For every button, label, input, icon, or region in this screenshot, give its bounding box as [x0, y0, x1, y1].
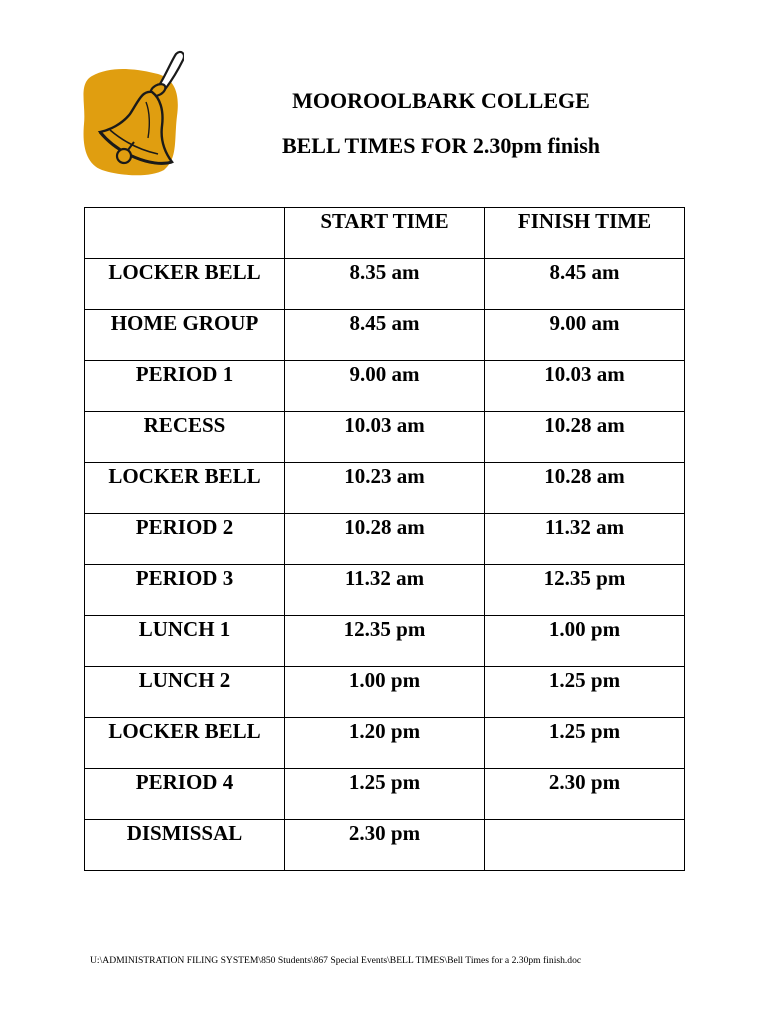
finish-time: 1.25 pm [485, 718, 685, 769]
bell-times-table [84, 207, 685, 871]
finish-time: 10.03 am [485, 361, 685, 412]
start-time: 1.25 pm [285, 769, 485, 820]
finish-time: 11.32 am [485, 514, 685, 565]
school-name: MOOROOLBARK COLLEGE [292, 88, 590, 113]
period-name: LOCKER BELL [85, 718, 285, 769]
table-row [85, 718, 685, 769]
finish-time: 12.35 pm [485, 565, 685, 616]
start-time: 1.20 pm [285, 718, 485, 769]
start-time: 9.00 am [285, 361, 485, 412]
period-name: LUNCH 1 [85, 616, 285, 667]
start-time: 10.28 am [285, 514, 485, 565]
table-row [85, 667, 685, 718]
header-row [85, 208, 685, 259]
finish-time: 10.28 am [485, 412, 685, 463]
period-name: RECESS [85, 412, 285, 463]
column-header-finish: FINISH TIME [485, 208, 685, 259]
table-body [85, 259, 685, 871]
finish-time: 1.00 pm [485, 616, 685, 667]
table-row [85, 769, 685, 820]
table-header [85, 208, 685, 259]
column-header-name [85, 208, 285, 259]
finish-time: 9.00 am [485, 310, 685, 361]
page-subtitle: BELL TIMES FOR 2.30pm finish [281, 133, 601, 158]
period-name: PERIOD 2 [85, 514, 285, 565]
start-time: 12.35 pm [285, 616, 485, 667]
finish-time: 1.25 pm [485, 667, 685, 718]
finish-time [485, 820, 685, 871]
table-row [85, 463, 685, 514]
start-time: 8.45 am [285, 310, 485, 361]
start-time: 11.32 am [285, 565, 485, 616]
start-time: 2.30 pm [285, 820, 485, 871]
table-row [85, 514, 685, 565]
table-row [85, 310, 685, 361]
period-name: PERIOD 4 [85, 769, 285, 820]
period-name: PERIOD 1 [85, 361, 285, 412]
period-name: LOCKER BELL [85, 463, 285, 514]
table-row [85, 259, 685, 310]
period-name: HOME GROUP [85, 310, 285, 361]
finish-time: 10.28 am [485, 463, 685, 514]
start-time: 10.23 am [285, 463, 485, 514]
footer-file-path: U:\ADMINISTRATION FILING SYSTEM\850 Students\867 Special Events\BELL TIMES\Bell Times for a 2.30pm finish.doc [90, 955, 582, 966]
table-row [85, 361, 685, 412]
period-name: LOCKER BELL [85, 259, 285, 310]
period-name: LUNCH 2 [85, 667, 285, 718]
start-time: 1.00 pm [285, 667, 485, 718]
finish-time: 2.30 pm [485, 769, 685, 820]
period-name: PERIOD 3 [85, 565, 285, 616]
table-row [85, 565, 685, 616]
table-row [85, 616, 685, 667]
table-row [85, 412, 685, 463]
finish-time: 8.45 am [485, 259, 685, 310]
period-name: DISMISSAL [85, 820, 285, 871]
start-time: 8.35 am [285, 259, 485, 310]
table-row [85, 820, 685, 871]
start-time: 10.03 am [285, 412, 485, 463]
column-header-start: START TIME [285, 208, 485, 259]
